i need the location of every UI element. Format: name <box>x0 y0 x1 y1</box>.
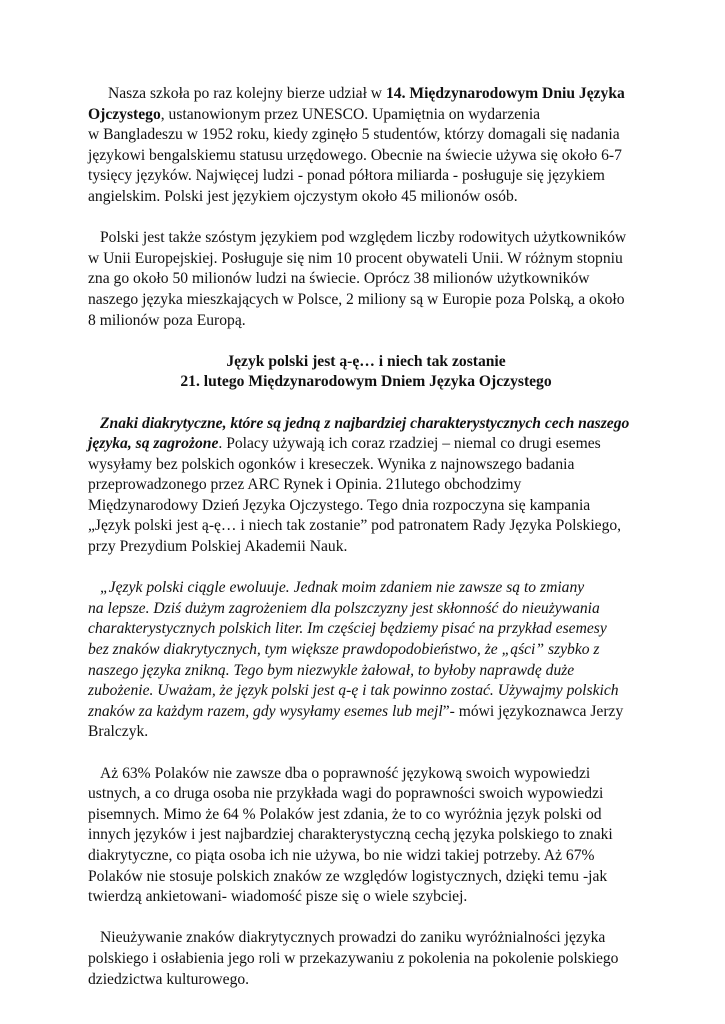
paragraph-quote <box>88 578 644 743</box>
bold-text: Ojczystego <box>88 105 161 123</box>
text-line <box>88 105 644 126</box>
paragraph-intro <box>88 84 644 208</box>
text-line: angielskim. Polski jest językiem ojczystym około 45 milionów osób. <box>88 187 518 205</box>
bold-italic-text: Znaki diakrytyczne, które są jedną z najbardziej charakterystycznych cech naszego <box>100 414 630 432</box>
text-line: językowi bengalskiemu statusu urzędowego. Obecnie na świecie używa się około 6-7 <box>88 146 622 164</box>
text-line: „Język polski jest ą-ę… i niech tak zostanie” pod patronatem Rady Języka Polskiego, <box>88 517 622 535</box>
quote-line: na lepsze. Dziś dużym zagrożeniem dla polszczyzny jest skłonność do nieużywania <box>88 599 600 617</box>
text-line: tysięcy języków. Najwięcej ludzi - ponad półtora miliarda - posługuje się językiem <box>88 167 605 185</box>
text-line: , ustanowionym przez UNESCO. Upamiętnia on wydarzenia <box>160 105 541 123</box>
paragraph-statistics <box>88 764 644 908</box>
text-line: Polski jest także szóstym językiem pod względem liczby rodowitych użytkowników <box>100 229 627 247</box>
text-line: Nasza szkoła po raz kolejny bierze udział w <box>108 85 386 102</box>
text-line: naszego języka mieszkających w Polsce, 2 miliony są w Europie poza Polską, a około <box>88 290 625 308</box>
quote-line: naszego języka znikną. Tego bym niezwykle żałował, to byłoby naprawdę duże <box>88 661 575 679</box>
text-line: . Polacy używają ich coraz rzadziej – niemal co drugi esemes <box>218 435 601 453</box>
text-line: ”- mówi językoznawca Jerzy <box>442 702 624 720</box>
text-line: przeprowadzonego przez ARC Rynek i Opinia. 21lutego obchodzimy <box>88 476 522 494</box>
text-line: twierdzą ankietowani- wiadomość pisze się o wiele szybciej. <box>88 888 468 906</box>
heading-line-1: Język polski jest ą-ę… i niech tak zostanie <box>226 352 506 370</box>
paragraph-conclusion <box>88 928 644 990</box>
text-line: przy Prezydium Polskiej Akademii Nauk. <box>88 538 348 556</box>
text-line: w Unii Europejskiej. Posługuje się nim 10 procent obywateli Unii. W różnym stopniu <box>88 249 623 267</box>
heading-line-2: 21. lutego Międzynarodowym Dniem Języka Ojczystego <box>180 373 552 391</box>
quote-line: „Język polski ciągle ewoluuje. Jednak moim zdaniem nie zawsze są to zmiany <box>100 579 585 597</box>
bold-text: 14. Międzynarodowym Dniu Języka <box>385 85 625 102</box>
text-line: dziedzictwa kulturowego. <box>88 970 250 988</box>
text-line: ustnych, a co druga osoba nie przykłada wagi do poprawności swoich wypowiedzi <box>88 785 604 803</box>
text-line: pisemnych. Mimo że 64 % Polaków jest zdania, że to co wyróżnia język polski od <box>88 805 602 823</box>
text-line: Bralczyk. <box>88 723 149 741</box>
text-line: 8 milionów poza Europą. <box>88 311 246 329</box>
paragraph-eu <box>88 228 644 331</box>
text-line <box>88 84 644 105</box>
text-line <box>88 702 644 723</box>
text-line: Aż 63% Polaków nie zawsze dba o poprawność językową swoich wypowiedzi <box>100 764 591 782</box>
section-heading <box>88 352 644 393</box>
paragraph-diacritics <box>88 414 644 558</box>
text-line: wysyłamy bez polskich ogonków i kreseczek. Wynika z najnowszego badania <box>88 455 575 473</box>
bold-italic-text: języka, są zagrożone <box>88 435 219 453</box>
quote-line: charakterystycznych polskich liter. Im częściej będziemy pisać na przykład esemesy <box>88 620 607 638</box>
text-line <box>88 434 644 455</box>
text-line: diakrytyczne, co piąta osoba ich nie używa, bo nie widzi takiej potrzeby. Aż 67% <box>88 846 595 864</box>
text-line: Międzynarodowy Dzień Języka Ojczystego. Tego dnia rozpoczyna się kampania <box>88 496 591 514</box>
text-line: Polaków nie stosuje polskich znaków ze względów logistycznych, dzięki temu -jak <box>88 867 608 885</box>
quote-line: zubożenie. Uważam, że język polski jest ą-ę i tak powinno zostać. Używajmy polskich <box>88 682 619 700</box>
text-line: innych języków i jest najbardziej charakterystyczną cechą języka polskiego to znaki <box>88 826 613 844</box>
text-line: polskiego i osłabienia jego roli w przekazywaniu z pokolenia na pokolenie polskiego <box>88 949 619 967</box>
text-line: zna go około 50 milionów ludzi na świecie. Oprócz 38 milionów użytkowników <box>88 270 590 288</box>
document-page <box>88 84 644 1011</box>
text-line: Nieużywanie znaków diakrytycznych prowadzi do zaniku wyróżnialności języka <box>100 929 606 947</box>
text-line: w Bangladeszu w 1952 roku, kiedy zginęło 5 studentów, którzy domagali się nadania <box>88 126 620 144</box>
quote-line: bez znaków diakrytycznych, tym większe prawdopodobieństwo, że „ąści” szybko z <box>88 641 600 659</box>
quote-line: znaków za każdym razem, gdy wysyłamy esemes lub mejl <box>88 702 443 720</box>
